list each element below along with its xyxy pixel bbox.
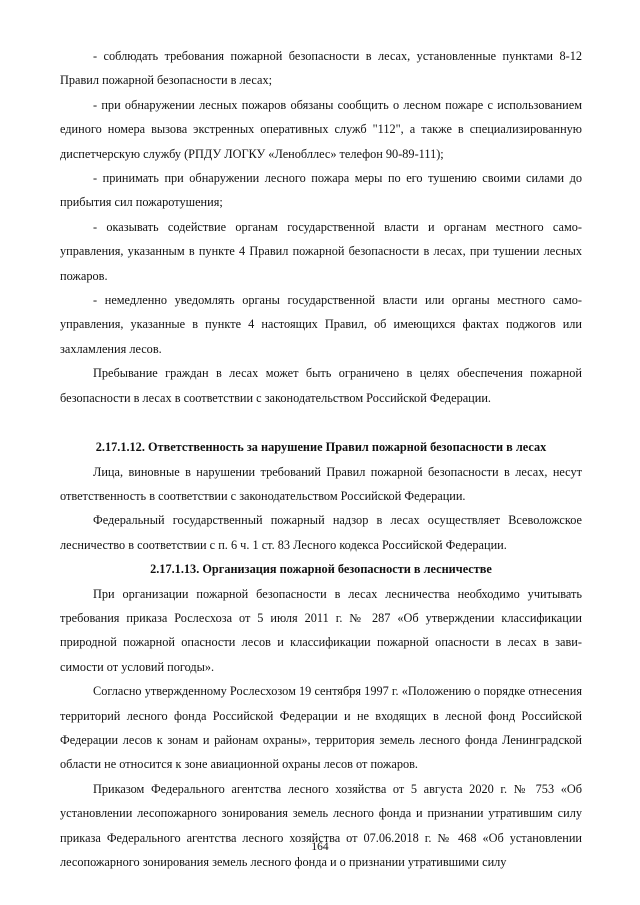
paragraph-restriction: Пребывание граждан в лесах может быть ограничено в целях обеспечения пожарной безопасности в лесах в соответствии с законодательством Российской Федерации. [60, 366, 582, 405]
paragraph-supervision: Федеральный государственный пожарный надзор в лесах осуществляет Всеволожское лесничество в соответствии с п. 6 ч. 1 ст. 83 Лесного кодекса Российской Федерации. [60, 513, 582, 552]
paragraph-regulation-1997: Согласно утвержденному Рослесхозом 19 сентября 1997 г. «Положению о порядке отнесения территорий лесного фонда Российской Федерации и не входящих в лесной фонд Российской Федерации лесов к зонам и районам охраны», территория земель лесного фонда Ленинградской области не относится к зоне авиационной охраны лесов от пожаров. [60, 684, 582, 772]
paragraph-fire-rules: - соблюдать требования пожарной безопасности в лесах, установленные пунктами 8-12 Правил пожарной безопасности в лесах; [60, 49, 582, 88]
paragraph-liability: Лица, виновные в нарушении требований Правил пожарной безопасности в лесах, несут ответственность в соответствии с законодательством Российской Федерации. [60, 464, 582, 503]
page-number: 164 [311, 841, 329, 853]
paragraph-assist: - оказывать содействие органам государственной власти и органам местного самоуправления, указанным в пункте 4 Правил пожарной безопасности в лесах, при тушении лесных пожаров. [60, 219, 582, 283]
paragraph-order-2020: Приказом Федерального агентства лесного хозяйства от 5 августа 2020 г. № 753 «Об установлении лесопожарного зонирования земель лесного фонда и признании утратившим силу приказа Федерального агентства лесного хозяйства от 07.06.2018 г. № 468 «Об установлении лесопожарного зонирования земель лесного фонда и о признании утратившими силу [60, 781, 582, 869]
paragraph-notify: - немедленно уведомлять органы государственной власти или органы местного самоуправления, указанные в пункте 4 настоящих Правил, об имеющихся фактах поджогов или захламления лесов. [60, 293, 582, 356]
paragraph-report-fire: - при обнаружении лесных пожаров обязаны сообщить о лесном пожаре с использованием единого номера вызова экстренных оперативных служб "112", а также в специализированную диспетчерскую службу (РПДУ ЛОГКУ «Ленобллес» телефон 90-89-111); [60, 97, 582, 161]
section-spacer [60, 410, 582, 435]
section-heading-organization: 2.17.1.13. Организация пожарной безопасности в лесничестве [150, 562, 492, 577]
paragraph-rosleshoz-order: При организации пожарной безопасности в лесах лесничества необходимо учитывать требования приказа Рослесхоза от 5 июля 2011 г. № 287 «Об утверждении классификации природной пожарной опасности лесов и классификации пожарной опасности в лесах в зависимости от условий погоды». [60, 586, 582, 674]
paragraph-extinguish: - принимать при обнаружении лесного пожара меры по его тушению своими силами до прибытия сил пожаротушения; [60, 171, 582, 210]
section-heading-responsibility: 2.17.1.12. Ответственность за нарушение Правил пожарной безопасности в лесах [95, 440, 547, 455]
document-page [60, 44, 582, 874]
